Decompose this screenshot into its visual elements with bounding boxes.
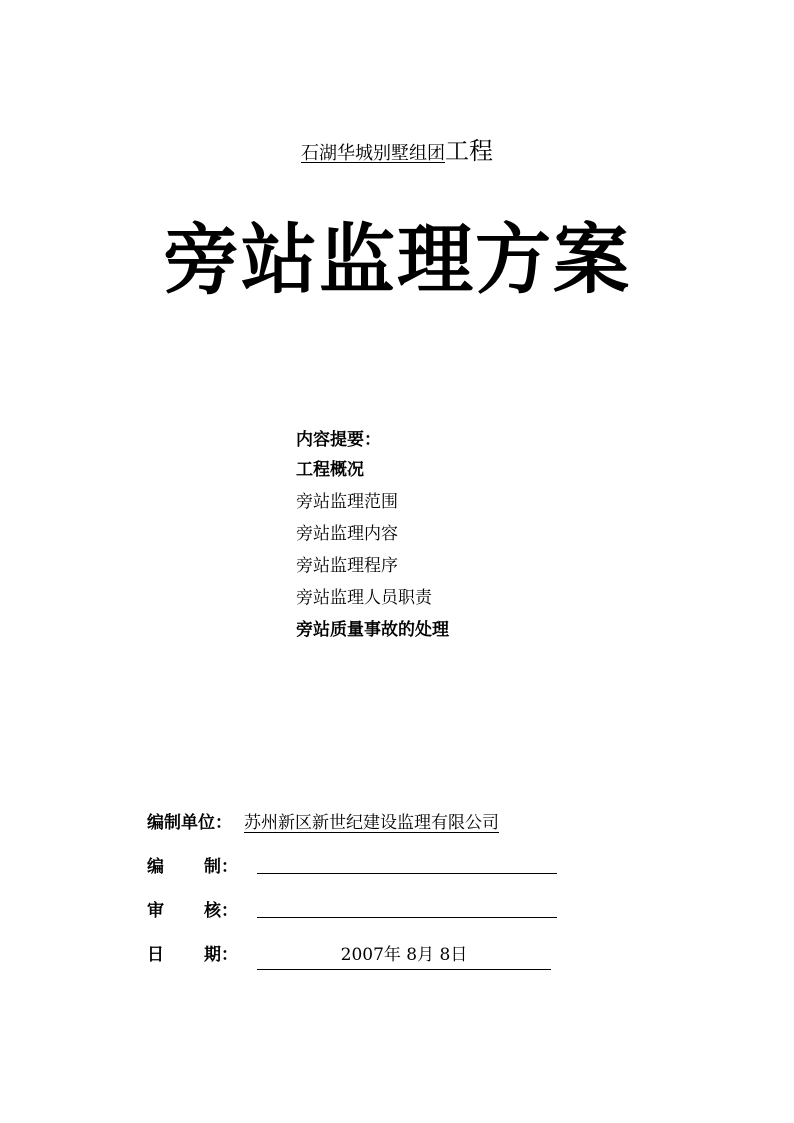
compiler-label [147,850,238,884]
compiler-label-b: 制： [204,857,238,877]
contents-item-overview: 工程概况 [296,460,364,480]
date-value: 2007年 8月 8日 [340,945,468,965]
contents-item-accidents: 旁站质量事故的处理 [296,620,449,640]
reviewer-row [147,894,587,938]
compiler-label-a: 编 [147,857,164,877]
unit-label: 编制单位： [147,813,232,833]
date-underline [257,969,551,970]
main-title: 旁站监理方案 [163,215,631,304]
date-label [147,938,238,972]
reviewer-label [147,894,238,928]
project-suffix: 工程 [445,137,493,165]
contents-heading: 内容提要： [296,430,381,450]
contents-item-content: 旁站监理内容 [296,524,398,544]
contents-item-duties: 旁站监理人员职责 [296,588,432,608]
signature-block [147,806,587,982]
date-label-b: 期： [204,945,238,965]
reviewer-blank-line [257,917,557,918]
compiler-blank-line [257,873,557,874]
project-line [0,136,794,169]
reviewer-label-a: 审 [147,901,164,921]
reviewer-label-b: 核： [204,901,238,921]
project-name: 石湖华城别墅组团 [301,143,445,164]
date-label-a: 日 [147,945,164,965]
unit-value: 苏州新区新世纪建设监理有限公司 [244,813,499,833]
unit-row [147,806,587,850]
contents-item-scope: 旁站监理范围 [296,492,398,512]
contents-item-procedure: 旁站监理程序 [296,556,398,576]
compiler-row [147,850,587,894]
date-row [147,938,587,982]
contents-summary [296,426,616,646]
